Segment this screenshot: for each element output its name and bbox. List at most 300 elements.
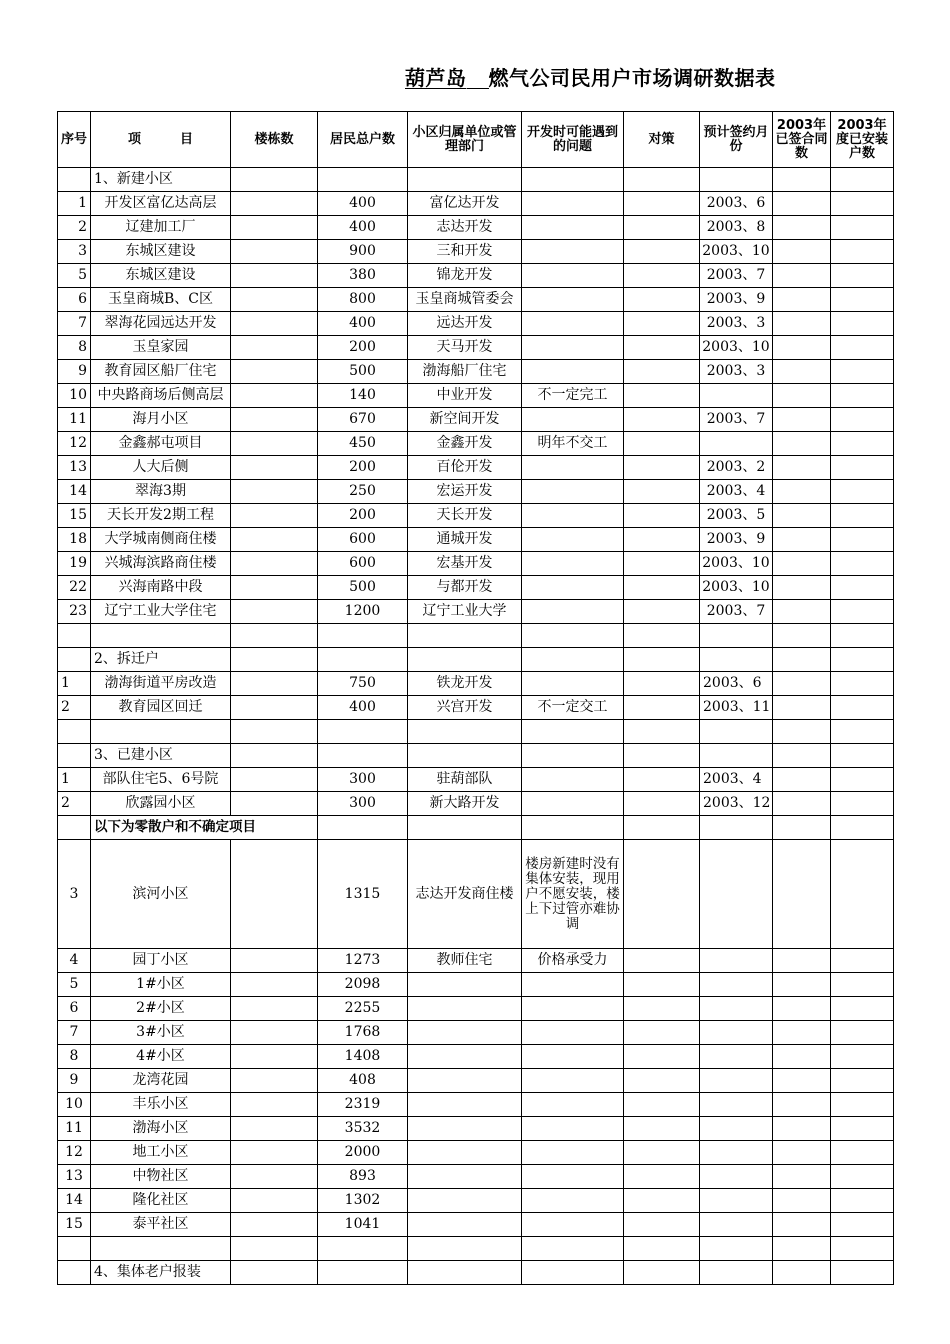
row-project: 龙湾花园 [91, 1069, 231, 1093]
empty-cell [522, 1261, 624, 1285]
row-households: 1273 [318, 949, 408, 973]
empty-cell [773, 168, 831, 192]
header-households: 居民总户数 [318, 112, 408, 168]
row-project: 人大后侧 [91, 456, 231, 480]
empty-cell [773, 840, 831, 949]
row-signed [773, 696, 831, 720]
row-installed [831, 312, 894, 336]
row-measure [624, 768, 700, 792]
empty-cell [773, 720, 831, 744]
row-households: 670 [318, 408, 408, 432]
row-project: 东城区建设 [91, 264, 231, 288]
row-seq: 2 [58, 696, 91, 720]
row-installed [831, 600, 894, 624]
row-measure [624, 672, 700, 696]
row-unit: 驻葫部队 [408, 768, 522, 792]
row-project: 渤海街道平房改造 [91, 672, 231, 696]
row-unit: 教师住宅 [408, 949, 522, 973]
empty-cell [700, 840, 773, 949]
row-buildings [231, 264, 318, 288]
empty-cell [831, 1237, 894, 1261]
row-buildings [231, 576, 318, 600]
empty-cell [58, 744, 91, 768]
empty-cell [318, 744, 408, 768]
empty-cell [624, 973, 700, 997]
empty-cell [624, 949, 700, 973]
row-signed [773, 192, 831, 216]
table-row [58, 216, 894, 240]
empty-cell [624, 1069, 700, 1093]
row-month: 2003、7 [700, 264, 773, 288]
empty-cell [831, 1141, 894, 1165]
empty-cell [522, 720, 624, 744]
empty-cell [58, 624, 91, 648]
row-households: 408 [318, 1069, 408, 1093]
row-buildings [231, 528, 318, 552]
row-measure [624, 528, 700, 552]
row-measure [624, 696, 700, 720]
row-buildings [231, 1069, 318, 1093]
row-project: 教育园区船厂住宅 [91, 360, 231, 384]
empty-cell [522, 624, 624, 648]
empty-cell [91, 624, 231, 648]
row-project: 兴海南路中段 [91, 576, 231, 600]
empty-cell [773, 1189, 831, 1213]
empty-cell [408, 720, 522, 744]
empty-cell [773, 973, 831, 997]
row-issue [522, 360, 624, 384]
row-households: 2098 [318, 973, 408, 997]
row-unit: 渤海船厂住宅 [408, 360, 522, 384]
row-project: 海月小区 [91, 408, 231, 432]
row-measure [624, 312, 700, 336]
empty-cell [408, 1237, 522, 1261]
row-issue [522, 552, 624, 576]
empty-cell [773, 816, 831, 840]
row-unit [408, 973, 522, 997]
row-issue: 明年不交工 [522, 432, 624, 456]
section-row [58, 1261, 894, 1285]
row-measure [624, 504, 700, 528]
row-installed [831, 432, 894, 456]
empty-cell [624, 720, 700, 744]
row-seq: 3 [58, 240, 91, 264]
row-project: 3#小区 [91, 1021, 231, 1045]
row-seq: 13 [58, 1165, 91, 1189]
row-installed [831, 192, 894, 216]
empty-cell [231, 1237, 318, 1261]
row-households: 893 [318, 1165, 408, 1189]
row-month: 2003、4 [700, 480, 773, 504]
empty-cell [522, 1237, 624, 1261]
row-installed [831, 576, 894, 600]
row-month: 2003、11 [700, 696, 773, 720]
row-issue: 价格承受力 [522, 949, 624, 973]
empty-cell [408, 648, 522, 672]
empty-cell [700, 168, 773, 192]
row-measure [624, 600, 700, 624]
empty-cell [700, 1189, 773, 1213]
empty-cell [700, 973, 773, 997]
row-buildings [231, 792, 318, 816]
empty-cell [773, 1021, 831, 1045]
row-seq: 10 [58, 1093, 91, 1117]
empty-cell [773, 1261, 831, 1285]
row-issue: 楼房新建时没有集体安装，现用户不愿安装，楼上下过管亦难协调 [522, 840, 624, 949]
row-project: 欣露园小区 [91, 792, 231, 816]
section-title: 以下为零散户和不确定项目 [91, 816, 318, 840]
row-signed [773, 336, 831, 360]
row-seq: 12 [58, 432, 91, 456]
empty-cell [700, 1141, 773, 1165]
row-buildings [231, 432, 318, 456]
empty-cell [624, 1117, 700, 1141]
row-month: 2003、9 [700, 528, 773, 552]
table-row [58, 480, 894, 504]
empty-cell [624, 840, 700, 949]
empty-cell [624, 1141, 700, 1165]
row-unit [408, 997, 522, 1021]
row-project: 金鑫郝屯项目 [91, 432, 231, 456]
empty-cell [318, 648, 408, 672]
row-unit [408, 1093, 522, 1117]
row-month: 2003、2 [700, 456, 773, 480]
empty-cell [624, 1237, 700, 1261]
header-buildings: 楼栋数 [231, 112, 318, 168]
empty-cell [624, 624, 700, 648]
row-project: 4#小区 [91, 1045, 231, 1069]
empty-cell [700, 1237, 773, 1261]
row-households: 2000 [318, 1141, 408, 1165]
empty-cell [700, 624, 773, 648]
row-unit: 兴宫开发 [408, 696, 522, 720]
table-row [58, 1141, 894, 1165]
row-unit: 天长开发 [408, 504, 522, 528]
row-seq: 23 [58, 600, 91, 624]
section-row [58, 168, 894, 192]
row-unit [408, 1021, 522, 1045]
row-month: 2003、10 [700, 576, 773, 600]
row-signed [773, 552, 831, 576]
row-installed [831, 480, 894, 504]
row-seq: 18 [58, 528, 91, 552]
row-month: 2003、3 [700, 312, 773, 336]
empty-cell [231, 624, 318, 648]
row-issue [522, 1189, 624, 1213]
row-seq: 8 [58, 1045, 91, 1069]
blank-row [58, 720, 894, 744]
row-seq: 19 [58, 552, 91, 576]
row-unit [408, 1141, 522, 1165]
table-row [58, 1069, 894, 1093]
row-seq: 1 [58, 192, 91, 216]
row-installed [831, 552, 894, 576]
empty-cell [318, 720, 408, 744]
row-seq: 5 [58, 264, 91, 288]
empty-cell [58, 816, 91, 840]
row-month: 2003、8 [700, 216, 773, 240]
row-buildings [231, 192, 318, 216]
row-households: 900 [318, 240, 408, 264]
row-installed [831, 528, 894, 552]
row-installed [831, 768, 894, 792]
row-signed [773, 384, 831, 408]
header-installed: 2003年度已安装户数 [831, 112, 894, 168]
empty-cell [58, 168, 91, 192]
row-issue [522, 997, 624, 1021]
table-row [58, 504, 894, 528]
empty-cell [231, 648, 318, 672]
row-measure [624, 456, 700, 480]
empty-cell [624, 997, 700, 1021]
row-project: 翠海3期 [91, 480, 231, 504]
row-seq: 11 [58, 408, 91, 432]
row-measure [624, 336, 700, 360]
empty-cell [408, 1261, 522, 1285]
row-unit [408, 1189, 522, 1213]
empty-cell [700, 816, 773, 840]
row-buildings [231, 1021, 318, 1045]
row-buildings [231, 768, 318, 792]
row-seq: 6 [58, 288, 91, 312]
row-households: 400 [318, 192, 408, 216]
row-buildings [231, 997, 318, 1021]
table-row [58, 1189, 894, 1213]
row-unit: 铁龙开发 [408, 672, 522, 696]
row-buildings [231, 973, 318, 997]
table-row [58, 312, 894, 336]
row-signed [773, 264, 831, 288]
row-issue [522, 576, 624, 600]
section-row [58, 648, 894, 672]
row-signed [773, 600, 831, 624]
table-row [58, 1093, 894, 1117]
table-row [58, 1165, 894, 1189]
table-row [58, 949, 894, 973]
row-households: 400 [318, 312, 408, 336]
row-installed [831, 672, 894, 696]
table-row [58, 696, 894, 720]
row-issue [522, 480, 624, 504]
row-project: 教育园区回迁 [91, 696, 231, 720]
row-issue [522, 1165, 624, 1189]
row-households: 1302 [318, 1189, 408, 1213]
table-row [58, 336, 894, 360]
row-households: 250 [318, 480, 408, 504]
table-row [58, 1045, 894, 1069]
table-row [58, 264, 894, 288]
row-households: 140 [318, 384, 408, 408]
row-month [700, 384, 773, 408]
empty-cell [318, 1261, 408, 1285]
row-buildings [231, 1045, 318, 1069]
row-issue [522, 312, 624, 336]
row-households: 450 [318, 432, 408, 456]
row-signed [773, 216, 831, 240]
table-row [58, 528, 894, 552]
empty-cell [231, 720, 318, 744]
row-project: 丰乐小区 [91, 1093, 231, 1117]
row-seq: 10 [58, 384, 91, 408]
row-households: 1768 [318, 1021, 408, 1045]
row-signed [773, 792, 831, 816]
row-issue [522, 600, 624, 624]
empty-cell [58, 1261, 91, 1285]
table-row [58, 432, 894, 456]
row-issue [522, 973, 624, 997]
header-project: 项 目 [91, 112, 231, 168]
table-row [58, 600, 894, 624]
row-project: 天长开发2期工程 [91, 504, 231, 528]
table-row [58, 672, 894, 696]
empty-cell [408, 624, 522, 648]
row-households: 3532 [318, 1117, 408, 1141]
row-seq: 5 [58, 973, 91, 997]
row-project: 1#小区 [91, 973, 231, 997]
empty-cell [831, 997, 894, 1021]
row-seq: 11 [58, 1117, 91, 1141]
row-seq: 13 [58, 456, 91, 480]
row-buildings [231, 384, 318, 408]
row-project: 隆化社区 [91, 1189, 231, 1213]
empty-cell [624, 1045, 700, 1069]
row-households: 1041 [318, 1213, 408, 1237]
row-project: 玉皇商城B、C区 [91, 288, 231, 312]
empty-cell [773, 1093, 831, 1117]
row-buildings [231, 949, 318, 973]
empty-cell [773, 1213, 831, 1237]
row-measure [624, 216, 700, 240]
row-seq: 9 [58, 1069, 91, 1093]
row-project: 泰平社区 [91, 1213, 231, 1237]
empty-cell [831, 720, 894, 744]
row-buildings [231, 360, 318, 384]
empty-cell [58, 720, 91, 744]
row-seq: 3 [58, 840, 91, 949]
empty-cell [831, 1189, 894, 1213]
empty-cell [700, 720, 773, 744]
row-buildings [231, 696, 318, 720]
row-issue [522, 456, 624, 480]
row-signed [773, 288, 831, 312]
empty-cell [831, 1093, 894, 1117]
row-month: 2003、7 [700, 600, 773, 624]
empty-cell [408, 744, 522, 768]
row-issue [522, 1021, 624, 1045]
row-households: 200 [318, 504, 408, 528]
page-title [405, 62, 776, 91]
section-row [58, 816, 894, 840]
row-seq: 14 [58, 1189, 91, 1213]
row-households: 200 [318, 336, 408, 360]
table-row [58, 552, 894, 576]
row-unit: 金鑫开发 [408, 432, 522, 456]
row-month [700, 432, 773, 456]
header-seq: 序号 [58, 112, 91, 168]
row-buildings [231, 312, 318, 336]
row-measure [624, 576, 700, 600]
row-seq: 22 [58, 576, 91, 600]
header-measure: 对策 [624, 112, 700, 168]
row-households: 2255 [318, 997, 408, 1021]
row-installed [831, 216, 894, 240]
row-signed [773, 312, 831, 336]
empty-cell [522, 168, 624, 192]
table-row [58, 973, 894, 997]
empty-cell [831, 840, 894, 949]
section-row [58, 744, 894, 768]
empty-cell [318, 816, 408, 840]
row-seq: 2 [58, 792, 91, 816]
row-project: 兴城海滨路商住楼 [91, 552, 231, 576]
empty-cell [624, 1093, 700, 1117]
empty-cell [700, 1021, 773, 1045]
row-project: 玉皇家园 [91, 336, 231, 360]
row-installed [831, 240, 894, 264]
empty-cell [773, 1237, 831, 1261]
row-issue: 不一定完工 [522, 384, 624, 408]
row-unit: 玉皇商城管委会 [408, 288, 522, 312]
row-project: 翠海花园远达开发 [91, 312, 231, 336]
header-issue: 开发时可能遇到的问题 [522, 112, 624, 168]
row-households: 400 [318, 696, 408, 720]
row-issue [522, 768, 624, 792]
table-row [58, 360, 894, 384]
table-row [58, 997, 894, 1021]
empty-cell [624, 1261, 700, 1285]
row-installed [831, 792, 894, 816]
empty-cell [831, 816, 894, 840]
blank-row [58, 1237, 894, 1261]
empty-cell [700, 1213, 773, 1237]
empty-cell [831, 168, 894, 192]
row-seq: 15 [58, 1213, 91, 1237]
table-row [58, 1117, 894, 1141]
row-project: 辽宁工业大学住宅 [91, 600, 231, 624]
row-month: 2003、10 [700, 240, 773, 264]
empty-cell [522, 648, 624, 672]
empty-cell [231, 744, 318, 768]
row-measure [624, 264, 700, 288]
row-installed [831, 408, 894, 432]
row-buildings [231, 408, 318, 432]
row-buildings [231, 1093, 318, 1117]
header-unit: 小区归属单位或管理部门 [408, 112, 522, 168]
empty-cell [831, 1069, 894, 1093]
table-row [58, 384, 894, 408]
title-blank [467, 70, 489, 89]
row-signed [773, 768, 831, 792]
row-issue [522, 1069, 624, 1093]
row-unit: 志达开发 [408, 216, 522, 240]
row-signed [773, 240, 831, 264]
row-seq: 1 [58, 672, 91, 696]
table-row [58, 768, 894, 792]
row-households: 500 [318, 360, 408, 384]
row-signed [773, 408, 831, 432]
row-issue [522, 216, 624, 240]
row-unit [408, 1165, 522, 1189]
empty-cell [831, 1045, 894, 1069]
row-buildings [231, 240, 318, 264]
row-installed [831, 360, 894, 384]
empty-cell [91, 720, 231, 744]
row-unit [408, 1213, 522, 1237]
row-households: 600 [318, 552, 408, 576]
row-households: 1200 [318, 600, 408, 624]
row-buildings [231, 1213, 318, 1237]
row-project: 中物社区 [91, 1165, 231, 1189]
